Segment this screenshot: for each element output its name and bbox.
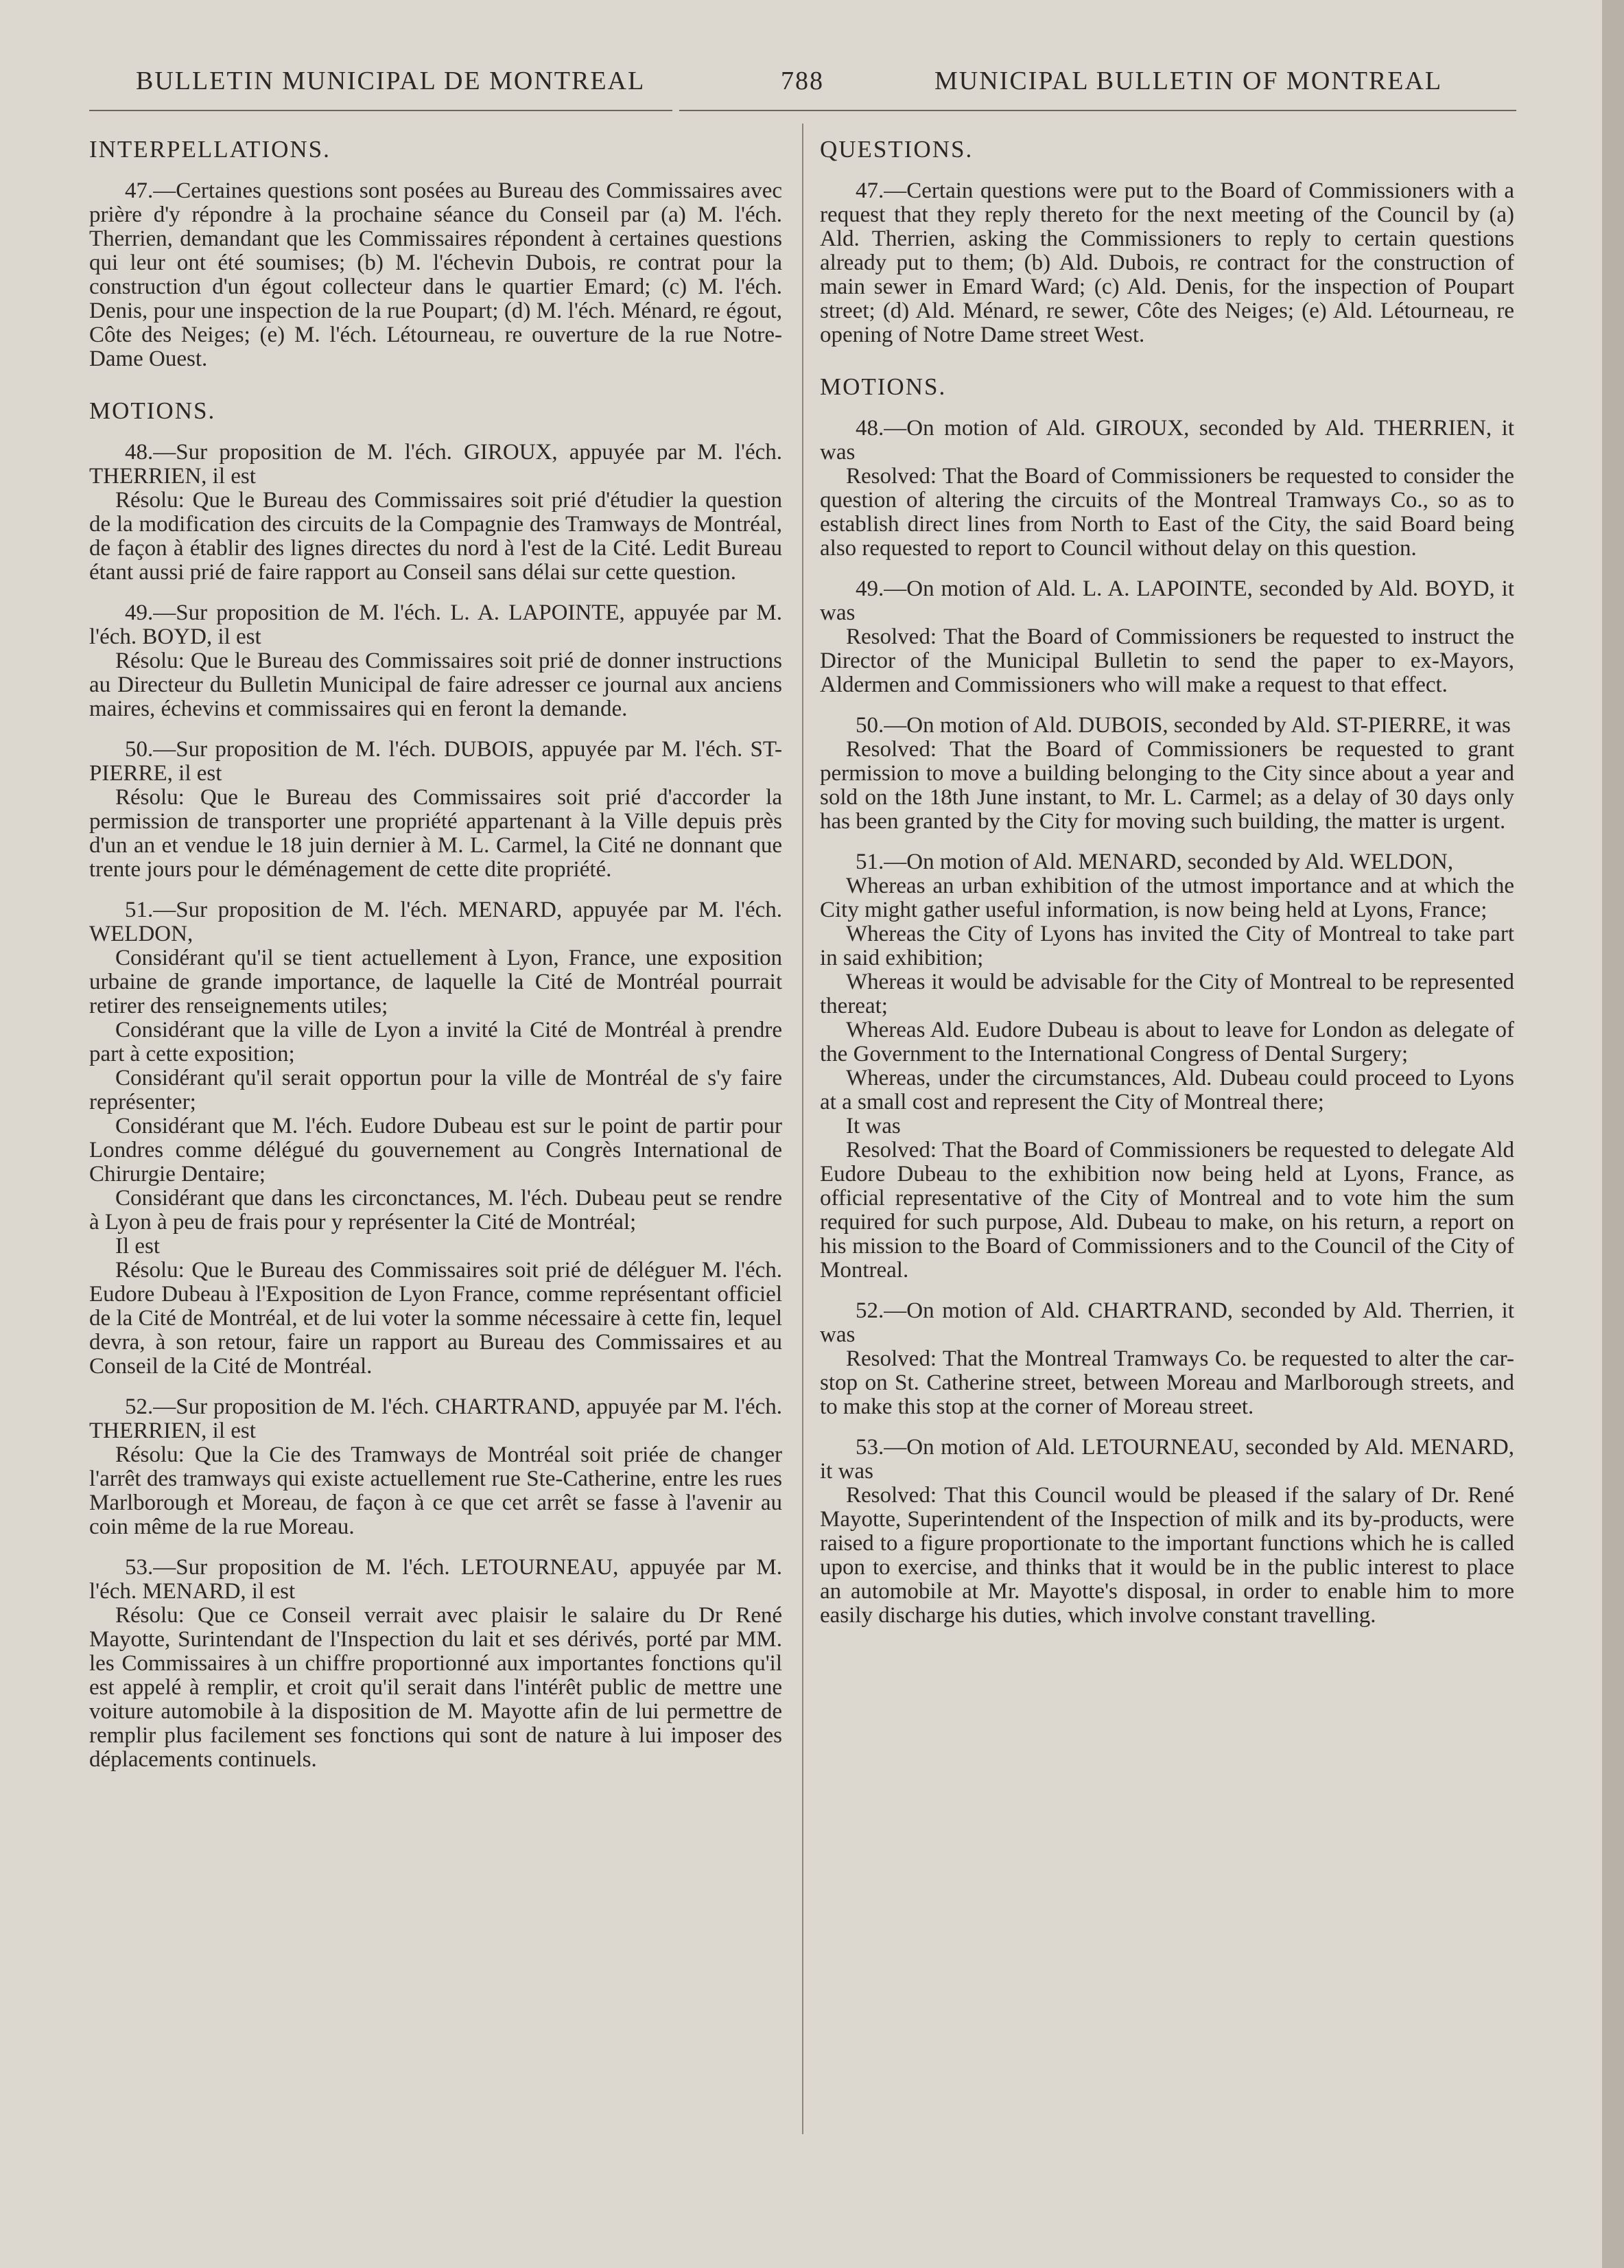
english-item-52 [820,1299,1514,1419]
english-item-51 [820,850,1514,1283]
english-item-48 [820,417,1514,561]
questions-heading: QUESTIONS. [820,136,974,163]
french-item-47 [89,179,782,371]
page-header [0,60,1624,102]
item-whereas: Whereas the City of Lyons has invited the City of Montreal to take part in said exhibition; [820,922,1514,970]
header-title-english: MUNICIPAL BULLETIN OF MONTREAL [934,67,1443,95]
item-resolution: Resolved: That the Board of Commissioners be requested to consider the question of altering the circuits of the Montreal Tramways Co., so as to establish direct lines from North to East of the City, the said Board being also requested to report to Council without delay on this question. [820,464,1514,561]
french-item-49 [89,601,782,721]
header-rule-left [89,110,672,111]
french-column [89,137,782,1788]
item-considerant: Considérant que dans les circonctances, M. l'éch. Dubeau peut se rendre à Lyon à peu de frais pour y représenter la Cité de Montréal; [89,1186,782,1235]
item-whereas: Whereas an urban exhibition of the utmost importance and at which the City might gather useful information, is now being held at Lyons, France; [820,874,1514,922]
french-item-50 [89,738,782,882]
item-intro: 52.—Sur proposition de M. l'éch. CHARTRAND, appuyée par M. l'éch. THERRIEN, il est [89,1394,782,1443]
english-item-47 [820,179,1514,347]
item-intro: 48.—Sur proposition de M. l'éch. GIROUX, appuyée par M. l'éch. THERRIEN, il est [89,440,782,489]
item-resolution: Résolu: Que le Bureau des Commissaires soit prié d'accorder la permission de transporter une propriété appartenant à la Ville depuis près d'un an et vendue le 18 juin dernier à M. L. Carmel, la Cité ne donnant que trente jours pour le déménagement de cette dite propriété. [89,785,782,882]
item-intro: 51.—On motion of Ald. MENARD, seconded by Ald. WELDON, [856,850,1454,874]
item-resolution: Resolved: That this Council would be pleased if the salary of Dr. René Mayotte, Superintendent of the Inspection of milk and its by-products, were raised to a figure proportionate to the important functions which he is called upon to exercise, and thinks that it would be in the public interest to place an automobile at Mr. Mayotte's disposal, in order to enable him to more easily discharge his duties, which involve constant travelling. [820,1483,1514,1628]
item-intro: 53.—Sur proposition de M. l'éch. LETOURNEAU, appuyée par M. l'éch. MENARD, il est [89,1555,782,1604]
item-resolution: Resolved: That the Board of Commissioners be requested to instruct the Director of the Municipal Bulletin to send the paper to ex-Mayors, Aldermen and Commissioners who will make a request to that effect. [820,624,1514,697]
item-considerant: Considérant que M. l'éch. Eudore Dubeau est sur le point de partir pour Londres comme délégué du gouvernement au Congrès International de Chirurgie Dentaire; [89,1114,782,1186]
item-considerant: Considérant qu'il serait opportun pour la ville de Montréal de s'y faire représenter; [89,1066,782,1114]
item-intro: 49.—Sur proposition de M. l'éch. L. A. LAPOINTE, appuyée par M. l'éch. BOYD, il est [89,600,782,649]
french-item-53 [89,1556,782,1772]
item-resolution: Resolved: That the Montreal Tramways Co. be requested to alter the car-stop on St. Catherine street, between Moreau and Marlborough streets, and to make this stop at the corner of Moreau street. [820,1346,1514,1419]
item-intro: 50.—Sur proposition de M. l'éch. DUBOIS, appuyée par M. l'éch. ST-PIERRE, il est [89,737,782,786]
item-intro: 53.—On motion of Ald. LETOURNEAU, seconded by Ald. MENARD, it was [820,1435,1514,1484]
page-edge [1602,0,1624,2268]
item-intro: 51.—Sur proposition de M. l'éch. MENARD, appuyée par M. l'éch. WELDON, [89,898,782,946]
item-it-was: It was [846,1114,901,1138]
header-rule-right [679,110,1516,111]
header-title-french: BULLETIN MUNICIPAL DE MONTREAL [136,67,646,95]
item-considerant: Considérant qu'il se tient actuellement à Lyon, France, une exposition urbaine de grande importance, de laquelle la Cité de Montréal pourrait retirer des renseignements utiles; [89,946,782,1018]
interpellations-heading: INTERPELLATIONS. [89,136,331,163]
item-intro: 48.—On motion of Ald. GIROUX, seconded by Ald. THERRIEN, it was [820,416,1514,465]
item-resolution: Résolu: Que ce Conseil verrait avec plaisir le salaire du Dr René Mayotte, Surintendant de l'Inspection du lait et ses dérivés, porté par MM. les Commissaires à un chiffre proportionné aux importantes fonctions qu'il est appelé à remplir, et croit qu'il serait dans l'intérêt public de mettre une voiture automobile à la disposition de M. Mayotte afin de lui permettre de remplir plus facilement ses fonctions qui sont de nature à lui imposer des déplacements continuels. [89,1603,782,1772]
page-number: 788 [781,67,824,95]
column-divider [802,124,803,2134]
item-whereas: Whereas Ald. Eudore Dubeau is about to leave for London as delegate of the Government to the International Congress of Dental Surgery; [820,1018,1514,1066]
item-intro: 52.—On motion of Ald. CHARTRAND, seconded by Ald. Therrien, it was [820,1298,1514,1347]
french-item-52 [89,1395,782,1539]
item-resolution: Résolu: Que le Bureau des Commissaires soit prié d'étudier la question de la modification des circuits de la Compagnie des Tramways de Montréal, de façon à établir des lignes directes du nord à l'est de la Cité. Ledit Bureau étant aussi prié de faire rapport au Conseil sans délai sur cette question. [89,488,782,585]
item-text: 47.—Certaines questions sont posées au Bureau des Commissaires avec prière d'y répondre à la prochaine séance du Conseil par (a) M. l'éch. Therrien, demandant que les Commissaires répondent à certaines questions qui leur ont été soumises; (b) M. l'échevin Dubois, re contrat pour la construction d'un égout collecteur dans le quartier Emard; (c) M. l'éch. Denis, pour une inspection de la rue Poupart; (d) M. l'éch. Ménard, re égout, Côte des Neiges; (e) M. l'éch. Létourneau, re ouverture de la rue Notre-Dame Ouest. [89,178,782,371]
item-whereas: Whereas it would be advisable for the City of Montreal to be represented thereat; [820,970,1514,1018]
item-whereas: Whereas, under the circumstances, Ald. Dubeau could proceed to Lyons at a small cost and represent the City of Montreal there; [820,1066,1514,1114]
item-il-est: Il est [115,1234,161,1259]
item-intro: 50.—On motion of Ald. DUBOIS, seconded by Ald. ST-PIERRE, it was [856,713,1511,738]
item-resolution: Resolved: That the Board of Commissioners be requested to grant permission to move a building belonging to the City since about a year and sold on the 18th June instant, to Mr. L. Carmel; as a delay of 30 days only has been granted by the City for moving such building, the matter is urgent. [820,737,1514,834]
item-considerant: Considérant que la ville de Lyon a invité la Cité de Montréal à prendre part à cette exposition; [89,1018,782,1066]
english-motions-heading: MOTIONS. [820,373,947,400]
french-motions-heading: MOTIONS. [89,397,216,424]
english-item-49 [820,577,1514,697]
english-item-53 [820,1436,1514,1628]
item-intro: 49.—On motion of Ald. L. A. LAPOINTE, seconded by Ald. BOYD, it was [820,576,1514,625]
english-item-50 [820,714,1514,834]
item-text: 47.—Certain questions were put to the Board of Commissioners with a request that they reply thereto for the next meeting of the Council by (a) Ald. Therrien, asking the Commissioners to reply to certain questions already put to them; (b) Ald. Dubois, re contract for the construction of main sewer in Emard Ward; (c) Ald. Denis, for the inspection of Poupart street; (d) Ald. Ménard, re sewer, Côte des Neiges; (e) Ald. Létourneau, re opening of Notre Dame street West. [820,178,1514,347]
item-resolution: Résolu: Que le Bureau des Commissaires soit prié de déléguer M. l'éch. Eudore Dubeau à l'Exposition de Lyon France, comme représentant officiel de la Cité de Montréal, et de lui voter la somme nécessaire à cette fin, lequel devra, à son retour, faire un rapport au Bureau des Commissaires et au Conseil de la Cité de Montréal. [89,1258,782,1379]
french-item-51 [89,898,782,1379]
item-resolution: Résolu: Que le Bureau des Commissaires soit prié de donner instructions au Directeur du Bulletin Municipal de faire adresser ce journal aux anciens maires, échevins et commissaires qui en feront la demande. [89,648,782,721]
english-column [820,137,1514,1644]
item-resolution: Résolu: Que la Cie des Tramways de Montréal soit priée de changer l'arrêt des tramways qui existe actuellement rue Ste-Catherine, entre les rues Marlborough et Moreau, de façon à ce que cet arrêt se fasse à l'avenir au coin même de la rue Moreau. [89,1442,782,1539]
item-resolution: Resolved: That the Board of Commissioners be requested to delegate Ald Eudore Dubeau to the exhibition now being held at Lyons, France, as official representative of the City of Montreal and to vote him the sum required for such purpose, Ald. Dubeau to make, on his return, a report on his mission to the Board of Commissioners and to the Council of the City of Montreal. [820,1138,1514,1283]
french-item-48 [89,441,782,585]
